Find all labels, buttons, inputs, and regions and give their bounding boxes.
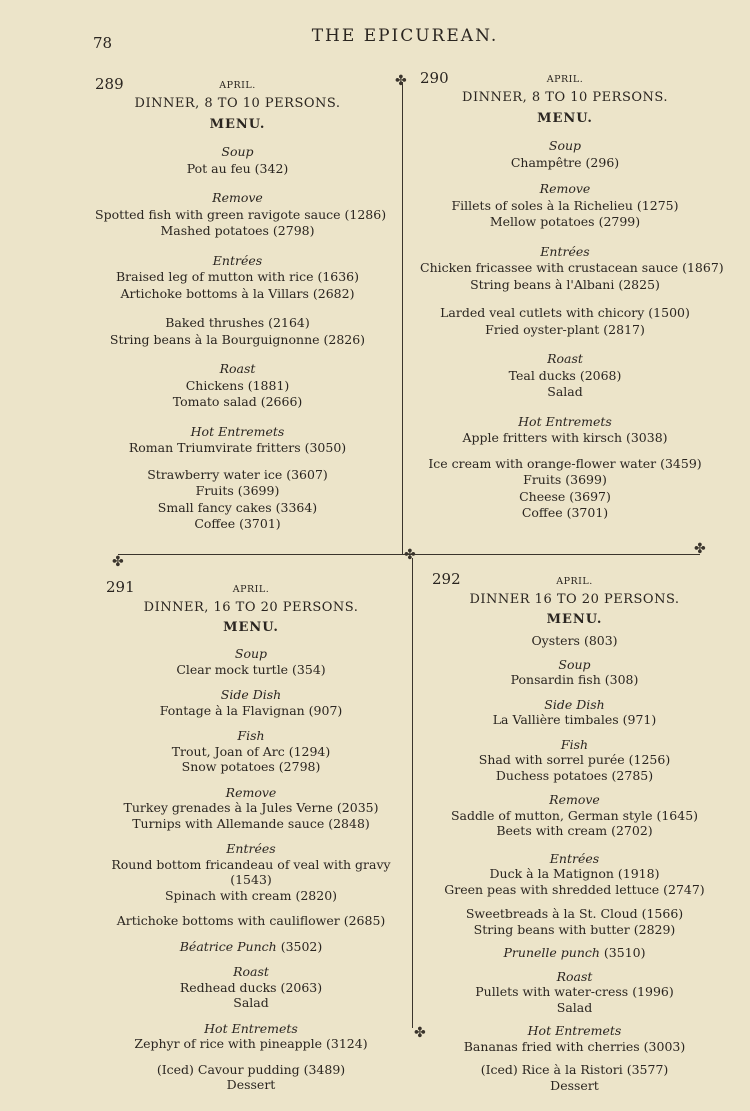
course-number: (3502) [280, 938, 323, 954]
dish: Coffee (3701) [194, 516, 281, 531]
course-number: (3510) [603, 945, 646, 960]
dish: Coffee (3701) [521, 505, 609, 520]
dish: Fruits (3699) [523, 472, 607, 487]
menu-header [420, 70, 710, 90]
dish: Dessert [550, 1077, 599, 1093]
dish: Sweetbreads à la St. Cloud (1566) [465, 906, 684, 921]
dish: Teal ducks (2068) [508, 367, 622, 383]
course-heading: Hot Entremets [527, 1023, 622, 1038]
dish: Champêtre (296) [510, 154, 620, 170]
menu-dinner: DINNER 16 TO 20 PERSONS. [469, 592, 680, 607]
menu-dinner: DINNER, 8 TO 10 PERSONS. [462, 90, 668, 105]
dish: Spotted fish with green ravigote sauce (1286) [95, 206, 387, 222]
course-heading: Soup [548, 138, 582, 153]
dish: Spinach with cream (2820) [164, 887, 338, 903]
dish: Cheese (3697) [519, 488, 611, 504]
dish: Duchess potatoes (2785) [495, 767, 654, 783]
course-heading: Roast [219, 361, 256, 376]
course-heading: Remove [549, 792, 600, 807]
dish: Bananas fried with cherries (3003) [463, 1038, 686, 1054]
menu-number: 291 [106, 578, 135, 596]
dish: Salad [547, 384, 583, 399]
menu-290 [420, 69, 724, 522]
dish: Braised leg of mutton with rice (1636) [115, 269, 360, 284]
course-heading: Roast [547, 351, 583, 366]
menu-292 [432, 572, 717, 1093]
dish: Green peas with shredded lettuce (2747) [444, 881, 705, 897]
course-heading: Roast [556, 968, 593, 984]
ornament-top: ✤ [395, 73, 407, 89]
course-heading: Entrées [549, 850, 600, 866]
dish: La Vallière timbales (971) [492, 712, 657, 727]
dish: Larded veal cutlets with chicory (1500) [440, 305, 690, 320]
course-heading: Roast [233, 964, 269, 979]
dish: Fruits (3699) [195, 483, 280, 498]
dish: Fried oyster-plant (2817) [485, 321, 645, 337]
menu-number: 292 [432, 570, 461, 588]
menu-month: APRIL. [546, 74, 584, 85]
dish: Artichoke bottoms à la Villars (2682) [120, 285, 355, 301]
punch-line [432, 945, 717, 961]
dish: Tomato salad (2666) [172, 394, 303, 409]
menu-title: MENU. [223, 619, 279, 635]
page-number: 78 [93, 34, 113, 52]
dish: Saddle of mutton, German style (1645) [450, 807, 699, 823]
course-heading: Hot Entremets [518, 413, 612, 429]
dish: Beets with cream (2702) [496, 823, 653, 838]
dish: Apple fritters with kirsch (3038) [462, 430, 668, 445]
menu-number: 289 [95, 75, 124, 93]
dish: Clear mock turtle (354) [176, 661, 326, 677]
course-heading: Hot Entremets [190, 423, 285, 439]
dish: (Iced) Rice à la Ristori (3577) [480, 1062, 669, 1077]
dish: Oysters (803) [531, 633, 618, 648]
running-head: THE EPICUREAN. [311, 26, 499, 46]
dish: Redhead ducks (2063) [179, 979, 323, 995]
course-heading: Prunelle punch [503, 945, 600, 960]
dish: String beans with butter (2829) [473, 921, 676, 937]
dish: Shad with sorrel purée (1256) [478, 752, 671, 767]
dish: Baked thrushes (2164) [165, 315, 310, 330]
course-heading: Entrées [226, 841, 276, 856]
dish: Fontage à la Flavignan (907) [159, 702, 343, 718]
course-heading: Remove [225, 784, 277, 800]
menu-title: MENU. [546, 611, 603, 627]
dish: Trout, Joan of Arc (1294) [171, 743, 331, 759]
menu-number: 290 [420, 69, 449, 87]
ornament-right: ✤ [694, 541, 706, 557]
dish: Artichoke bottoms with cauliflower (2685) [116, 913, 386, 928]
dish: Salad [233, 995, 269, 1010]
ornament-bottom: ✤ [414, 1025, 426, 1041]
course-heading: Remove [539, 181, 591, 196]
dish: Pot au feu (342) [186, 160, 289, 176]
dish: Snow potatoes (2798) [181, 759, 321, 774]
dish: Pullets with water-cress (1996) [475, 984, 674, 999]
menu-header [432, 572, 717, 592]
dish: Small fancy cakes (3364) [157, 499, 318, 515]
course-heading: Entrées [212, 252, 263, 268]
dish: Strawberry water ice (3607) [147, 466, 328, 482]
course-heading: Fish [560, 736, 589, 752]
course-heading: Entrées [540, 243, 590, 259]
dish: Dessert [226, 1077, 276, 1092]
dish: Turkey grenades à la Jules Verne (2035) [123, 800, 379, 815]
course-heading: Side Dish [544, 696, 605, 712]
menu-month: APRIL. [232, 584, 270, 595]
dish: Mellow potatoes (2799) [489, 214, 641, 229]
vertical-rule-top [402, 82, 403, 554]
menu-291 [106, 580, 396, 1093]
menu-header [106, 580, 396, 600]
dish: Round bottom fricandeau of veal with gravy (1543) [111, 856, 391, 887]
menu-289 [95, 75, 387, 533]
course-heading: Soup [221, 144, 254, 159]
dish: String beans à l'Albani (2825) [470, 276, 660, 292]
dish: Ponsardin fish (308) [510, 672, 639, 687]
dish: String beans à la Bourguignonne (2826) [109, 331, 366, 347]
punch-line [106, 939, 396, 955]
menu-header [95, 76, 380, 96]
menu-dinner: DINNER, 16 TO 20 PERSONS. [143, 600, 359, 615]
menu-title: MENU. [537, 110, 593, 126]
course-heading: Side Dish [220, 687, 282, 702]
menu-month: APRIL. [556, 576, 593, 587]
dish: Roman Triumvirate fritters (3050) [128, 440, 347, 455]
dish: Salad [556, 999, 593, 1015]
dish: Chickens (1881) [185, 377, 290, 393]
dish: Mashed potatoes (2798) [160, 223, 315, 238]
ornament-center: ✤ [404, 547, 416, 563]
ornament-left: ✤ [112, 554, 124, 570]
course-heading: Béatrice Punch [179, 938, 277, 954]
dish: Fillets of soles à la Richelieu (1275) [451, 197, 679, 213]
course-heading: Soup [234, 646, 268, 661]
menu-month: APRIL. [219, 80, 256, 91]
dish: Turnips with Allemande sauce (2848) [132, 815, 370, 831]
course-heading: Hot Entremets [204, 1020, 298, 1036]
course-heading: Soup [558, 656, 591, 672]
course-heading: Remove [212, 190, 263, 205]
dish: Ice cream with orange-flower water (3459) [428, 455, 702, 471]
dish: Chicken fricassee with crustacean sauce (1867) [420, 260, 724, 275]
menu-title: MENU. [209, 116, 266, 132]
dish: Zephyr of rice with pineapple (3124) [134, 1036, 368, 1051]
menu-dinner: DINNER, 8 TO 10 PERSONS. [134, 96, 341, 111]
course-heading: Fish [237, 728, 265, 743]
vertical-rule-bottom [412, 558, 413, 1028]
dish: (Iced) Cavour pudding (3489) [156, 1061, 346, 1077]
dish: Duck à la Matignon (1918) [489, 866, 660, 881]
